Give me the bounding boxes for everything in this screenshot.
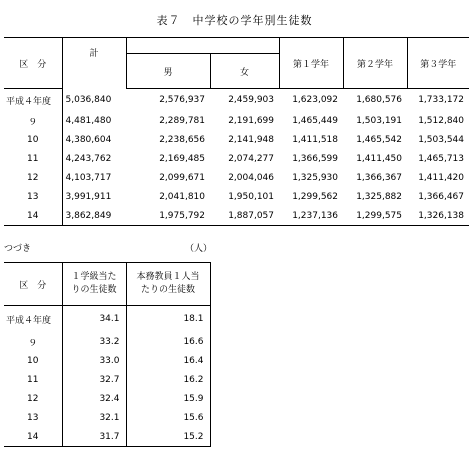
cell-per-class: 32.7	[62, 371, 126, 390]
cell-g1: 1,325,930	[292, 173, 338, 183]
cell-g3: 1,512,840	[418, 116, 464, 126]
cell-total: 4,243,762	[62, 150, 126, 169]
cell-g1: 1,237,136	[279, 207, 343, 226]
row-label: 平成４年度	[6, 96, 52, 107]
cell-female: 2,004,046	[228, 173, 274, 183]
cell-g3: 1,465,713	[418, 154, 464, 164]
cell-per-class: 32.1	[62, 409, 126, 428]
cell-female: 1,887,057	[210, 207, 279, 226]
cell-per-teacher: 15.6	[126, 409, 210, 428]
cell-total: 4,103,717	[62, 169, 126, 188]
cell-g2: 1,503,191	[356, 116, 402, 126]
header-grade3: 第３学年	[407, 38, 469, 89]
cell-g3: 1,366,467	[418, 192, 464, 202]
row-label: 13	[4, 409, 62, 428]
cell-g1: 1,366,599	[292, 154, 338, 164]
cell-male: 2,289,781	[159, 116, 205, 126]
cell-g3: 1,503,544	[418, 135, 464, 145]
row-label: 10	[4, 352, 62, 371]
cell-female: 2,074,277	[228, 154, 274, 164]
row-label: ９	[28, 117, 38, 128]
table-row	[4, 207, 469, 226]
cell-g1: 1,623,092	[292, 95, 338, 106]
unit-label: （人）	[185, 244, 213, 254]
table-row	[4, 169, 469, 188]
cell-per-teacher: 16.6	[126, 333, 210, 352]
cell-g1: 1,299,562	[292, 192, 338, 202]
table-row	[4, 112, 469, 131]
cell-male: 2,169,485	[159, 154, 205, 164]
cell-g2: 1,411,450	[356, 154, 402, 164]
cell-g3: 1,411,420	[418, 173, 464, 183]
cell-male: 1,975,792	[126, 207, 210, 226]
table-row	[4, 150, 469, 169]
header-per-teacher-line2: たりの生徒数	[140, 285, 195, 295]
row-label: 12	[4, 390, 62, 409]
header-male: 男	[126, 54, 210, 89]
row-label: 14	[4, 207, 62, 226]
continued-label: つづき	[4, 244, 32, 254]
cell-per-teacher: 16.4	[126, 352, 210, 371]
cell-per-class: 32.4	[62, 390, 126, 409]
cell-male: 2,099,671	[159, 173, 205, 183]
cell-per-teacher: 16.2	[126, 371, 210, 390]
cell-total: 5,036,840	[62, 89, 126, 112]
cell-female: 1,950,101	[228, 192, 274, 202]
cell-female: 2,459,903	[228, 95, 274, 106]
cell-g3: 1,326,138	[407, 207, 469, 226]
cell-g2: 1,680,576	[356, 95, 402, 106]
row-label: 11	[4, 371, 62, 390]
cell-g3: 1,733,172	[418, 95, 464, 106]
table-row	[4, 89, 469, 112]
cell-per-class: 34.1	[62, 306, 126, 333]
row-label: 13	[27, 192, 39, 202]
table-row	[4, 131, 469, 150]
cell-male: 2,041,810	[159, 192, 205, 202]
cell-g1: 1,465,449	[292, 116, 338, 126]
cell-total: 3,862,849	[62, 207, 126, 226]
cell-per-class: 33.0	[62, 352, 126, 371]
cell-g2: 1,465,542	[356, 135, 402, 145]
cell-total: 4,481,480	[62, 112, 126, 131]
cell-per-teacher: 15.2	[126, 428, 210, 447]
table-row	[4, 371, 210, 390]
cell-male: 2,576,937	[159, 95, 205, 106]
row-label: 11	[27, 154, 39, 164]
cell-g2: 1,299,575	[343, 207, 407, 226]
cell-g2: 1,366,367	[356, 173, 402, 183]
header-per-class-line2: りの生徒数	[71, 285, 117, 295]
table-row	[4, 409, 210, 428]
table-row	[4, 188, 469, 207]
cell-per-teacher: 18.1	[126, 306, 210, 333]
header-kubun: 区 分	[4, 38, 62, 89]
cell-female: 2,141,948	[228, 135, 274, 145]
cell-per-class: 33.2	[62, 333, 126, 352]
cell-male: 2,238,656	[159, 135, 205, 145]
row-label: 12	[27, 173, 39, 183]
ratio-table	[4, 262, 211, 447]
table-row	[4, 333, 210, 352]
cell-per-teacher: 15.9	[126, 390, 210, 409]
table-row	[4, 352, 210, 371]
cell-per-class: 31.7	[62, 428, 126, 447]
header-grade2: 第２学年	[343, 38, 407, 89]
table-row	[4, 390, 210, 409]
student-count-table	[4, 37, 469, 226]
row-label: 10	[27, 135, 39, 145]
header-kubun-2: 区 分	[4, 263, 62, 306]
header-per-class	[62, 263, 126, 306]
table-row	[4, 428, 210, 447]
row-label: ９	[4, 333, 62, 352]
header-total: 計	[62, 38, 126, 89]
cell-female: 2,191,699	[228, 116, 274, 126]
header-per-class-line1: １学級当た	[71, 272, 117, 282]
header-per-teacher	[126, 263, 210, 306]
table-row	[4, 306, 210, 333]
cell-total: 4,380,604	[62, 131, 126, 150]
cell-g2: 1,325,882	[356, 192, 402, 202]
header-female: 女	[210, 54, 279, 89]
table-title: 表７ 中学校の学年別生徒数	[156, 14, 313, 27]
row-label: 平成４年度	[4, 306, 62, 333]
cell-g1: 1,411,518	[292, 135, 338, 145]
row-label: 14	[4, 428, 62, 447]
header-per-teacher-line1: 本務教員１人当	[136, 272, 200, 282]
cell-total: 3,991,911	[62, 188, 126, 207]
header-grade1: 第１学年	[279, 38, 343, 89]
